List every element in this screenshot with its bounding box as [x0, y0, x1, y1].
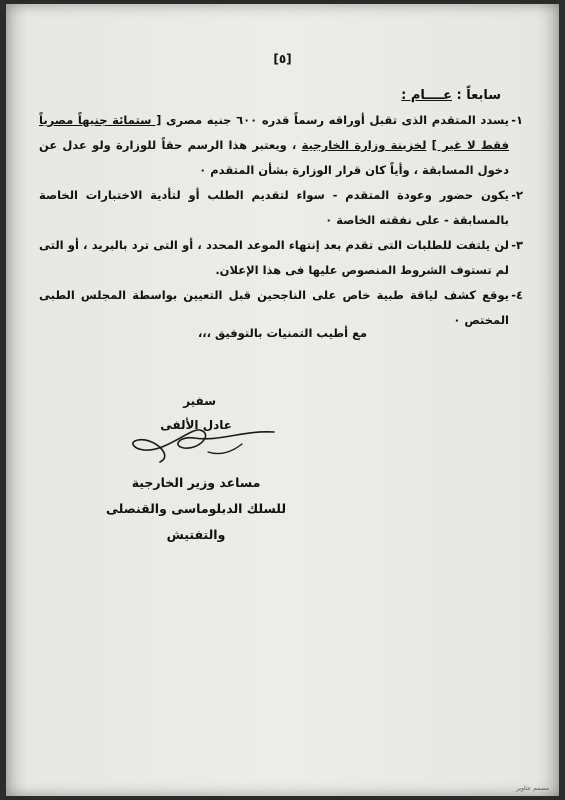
- term-text: لن يلتفت للطلبات التى تقدم بعد إنتهاء الموعد المحدد ، أو التى ترد بالبريد ، أو التى لم تستوف الشروط المنصوص عليها فى هذا الإعلان.: [39, 238, 509, 277]
- closing-line: مع أطيب التمنيات بالتوفيق ،،،: [197, 326, 368, 340]
- page-number: [٥]: [273, 52, 292, 66]
- signature-name: عادل الألفى: [160, 418, 232, 432]
- term-text: يسدد المتقدم الذى تقبل أوراقه رسماً قدره ٦٠٠ جنيه مصرى: [161, 113, 509, 127]
- term-number: ٣-: [511, 238, 523, 252]
- position-line-2: للسلك الدبلوماسى والقنصلى والتفتيش: [105, 501, 287, 542]
- position-title: [96, 470, 296, 548]
- term-item: [39, 183, 523, 233]
- term-text: يوقع كشف لياقة طبية خاص على الناجحين قبل التعيين بواسطة المجلس الطبى المختص ٠: [39, 288, 509, 327]
- section-label: سابعاً :: [456, 88, 501, 103]
- handwritten-signature: [124, 412, 284, 472]
- terms-list: [39, 108, 523, 333]
- term-item: [39, 108, 523, 183]
- term-number: ١-: [511, 113, 523, 127]
- footer-stamp: مصمم عثاوير: [516, 785, 549, 792]
- term-number: ٢-: [511, 188, 523, 202]
- signature-title: سفير: [183, 394, 216, 408]
- term-emphasis: [ ستمائة جنيهاً مصرياً فقط لا غير ]: [39, 113, 509, 152]
- section-title: عــــام :: [401, 88, 452, 103]
- position-line-1: مساعد وزير الخارجية: [131, 475, 261, 490]
- term-text: يكون حضور وعودة المتقدم - سواء لتقديم الطلب أو لتأدية الاختبارات الخاصة بالمسابقة - على نفقته الخاصة ٠: [39, 188, 509, 227]
- term-emphasis: لخزينة وزارة الخارجية: [301, 138, 427, 152]
- section-heading: [401, 88, 501, 103]
- document-page: [6, 4, 559, 796]
- term-text: ، ويعتبر هذا الرسم حقاً للوزارة ولو عدل عن دخول المسابقة ، وأياً كان قرار الوزارة بشأن المتقدم ٠: [39, 138, 509, 177]
- term-item: [39, 233, 523, 283]
- term-number: ٤-: [511, 288, 523, 302]
